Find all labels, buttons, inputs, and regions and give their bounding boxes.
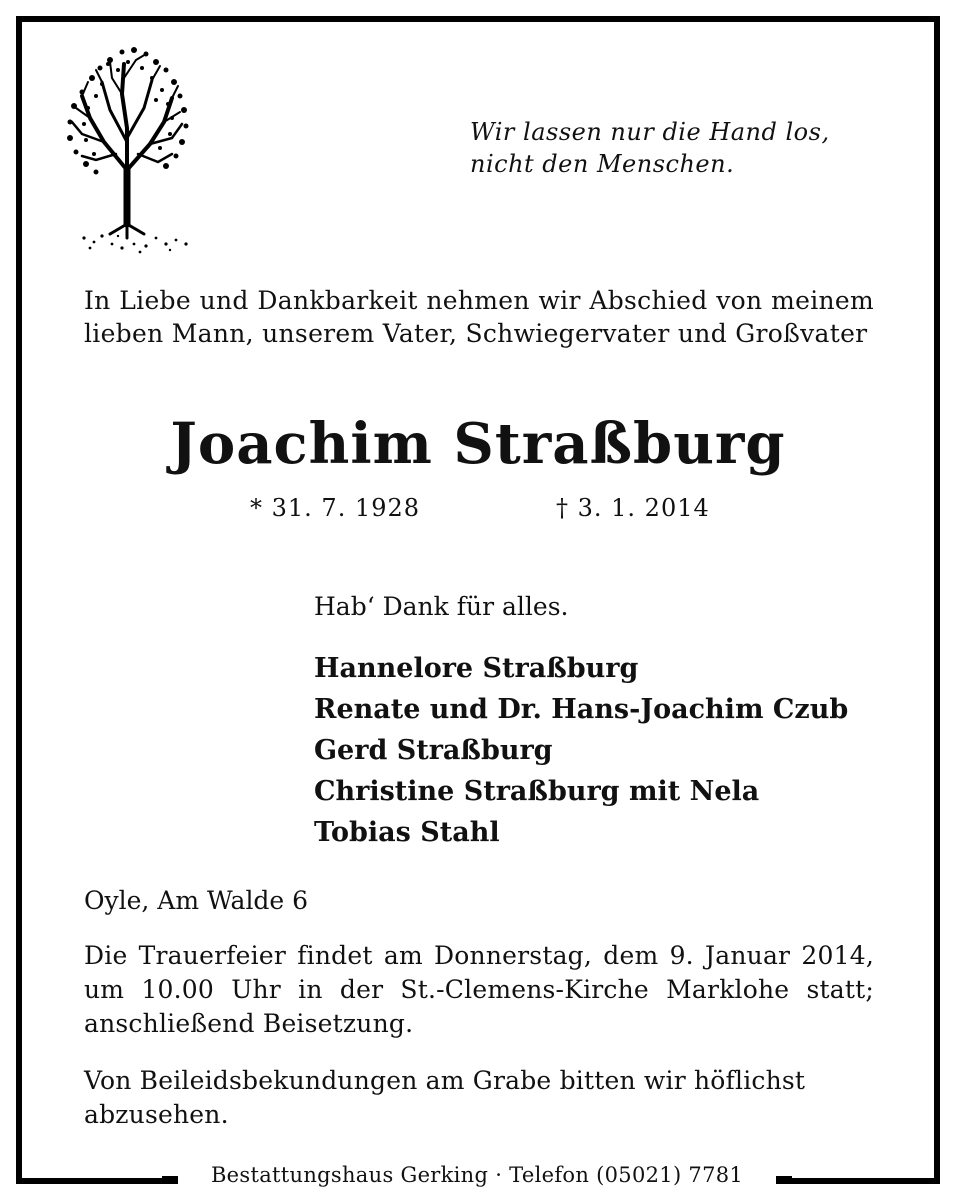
- address-text: Oyle, Am Walde 6: [84, 886, 309, 915]
- footer-rule-right: [776, 1176, 792, 1180]
- condolence-text: Von Beileidsbekundungen am Grabe bitten wir höflichst abzusehen.: [84, 1066, 806, 1129]
- birth-date: * 31. 7. 1928: [250, 494, 421, 522]
- mourner-name: Hannelore Straßburg: [314, 653, 639, 684]
- intro-text: In Liebe und Dankbarkeit nehmen wir Abschied von meinem lieben Mann, unserem Vater, Schwiegervater und Großvater: [84, 286, 874, 348]
- ceremony-text: Die Trauerfeier findet am Donnerstag, dem 9. Januar 2014, um 10.00 Uhr in der St.-Clemens-Kirche Marklohe statt; anschließend Beisetzung.: [84, 941, 874, 1038]
- mourners-list: [314, 648, 848, 853]
- deceased-name: Joachim Straßburg: [170, 411, 786, 477]
- funeral-home-footer: Bestattungshaus Gerking · Telefon (05021) 7781: [178, 1158, 776, 1192]
- tree-icon: [52, 38, 202, 260]
- mourner-name: Tobias Stahl: [314, 817, 500, 848]
- mourner-name: Gerd Straßburg: [314, 735, 553, 766]
- thanks-text: Hab‘ Dank für alles.: [314, 592, 569, 621]
- footer-rule-left: [162, 1176, 178, 1180]
- motto-line-2: nicht den Menschen.: [470, 150, 735, 178]
- motto-line-1: Wir lassen nur die Hand los,: [470, 118, 830, 146]
- mourner-name: Renate und Dr. Hans-Joachim Czub: [314, 694, 849, 725]
- mourner-name: Christine Straßburg mit Nela: [314, 776, 760, 807]
- death-date: † 3. 1. 2014: [556, 494, 710, 522]
- motto-quote: [470, 116, 890, 180]
